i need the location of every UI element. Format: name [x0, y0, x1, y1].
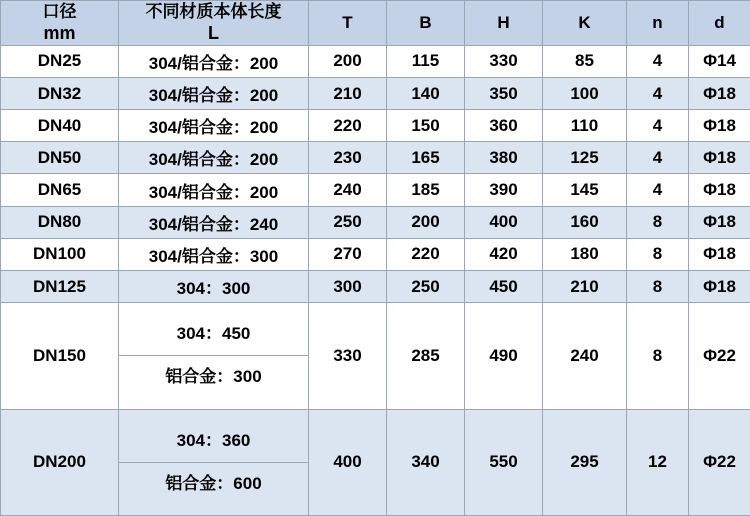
cell-h: 490: [465, 303, 543, 409]
cell-t: 330: [309, 303, 387, 409]
cell-h: 420: [465, 238, 543, 270]
header-line2: L: [208, 23, 219, 44]
table-row: [1, 174, 750, 206]
cell-k: 180: [543, 238, 627, 270]
cell-length: 304/铝合金：300: [119, 238, 309, 270]
cell-length-primary: 304：450: [119, 313, 308, 356]
cell-d: Φ18: [689, 206, 750, 238]
cell-d: Φ14: [689, 45, 750, 77]
table-row: [1, 409, 750, 515]
header-line1: d: [714, 13, 725, 33]
cell-dn: DN25: [1, 45, 119, 77]
cell-t: 200: [309, 45, 387, 77]
cell-length-split: [119, 409, 309, 515]
cell-dn: DN150: [1, 303, 119, 409]
header-cell-b: [387, 1, 465, 46]
cell-d: Φ18: [689, 174, 750, 206]
cell-k: 125: [543, 142, 627, 174]
cell-k: 210: [543, 270, 627, 302]
cell-length-secondary: 铝合金：300: [165, 367, 262, 387]
cell-b: 115: [387, 45, 465, 77]
cell-h: 450: [465, 270, 543, 302]
cell-n: 4: [627, 45, 689, 77]
header-line1: T: [342, 13, 353, 33]
cell-n: 4: [627, 110, 689, 142]
cell-n: 4: [627, 142, 689, 174]
cell-dn: DN100: [1, 238, 119, 270]
cell-b: 250: [387, 270, 465, 302]
cell-h: 350: [465, 77, 543, 109]
cell-h: 380: [465, 142, 543, 174]
table-row: [1, 206, 750, 238]
cell-n: 8: [627, 303, 689, 409]
cell-h: 330: [465, 45, 543, 77]
cell-dn: DN125: [1, 270, 119, 302]
cell-t: 300: [309, 270, 387, 302]
cell-dn: DN50: [1, 142, 119, 174]
cell-t: 230: [309, 142, 387, 174]
table-row: [1, 77, 750, 109]
cell-t: 400: [309, 409, 387, 515]
header-line1: H: [497, 13, 510, 33]
table-row: [1, 270, 750, 302]
cell-length-secondary: 铝合金：600: [165, 473, 262, 493]
header-line1: K: [578, 13, 591, 33]
header-cell-d: [689, 1, 750, 46]
header-line1: 口径: [42, 2, 77, 21]
cell-length: 304：300: [119, 270, 309, 302]
table-row: [1, 303, 750, 409]
cell-length: 304/铝合金：200: [119, 110, 309, 142]
cell-length-primary: 304：360: [119, 420, 308, 463]
cell-length: 304/铝合金：200: [119, 142, 309, 174]
cell-d: Φ22: [689, 409, 750, 515]
cell-n: 8: [627, 206, 689, 238]
header-line1: 不同材质本体长度: [145, 2, 282, 21]
header-cell-t: [309, 1, 387, 46]
cell-length: 304/铝合金：200: [119, 77, 309, 109]
header-cell-k: [543, 1, 627, 46]
cell-d: Φ18: [689, 142, 750, 174]
cell-d: Φ18: [689, 110, 750, 142]
cell-dn: DN200: [1, 409, 119, 515]
cell-b: 220: [387, 238, 465, 270]
table-body: [1, 45, 750, 515]
cell-t: 250: [309, 206, 387, 238]
cell-b: 340: [387, 409, 465, 515]
table-row: [1, 110, 750, 142]
cell-dn: DN32: [1, 77, 119, 109]
cell-h: 360: [465, 110, 543, 142]
cell-length: 304/铝合金：240: [119, 206, 309, 238]
cell-n: 12: [627, 409, 689, 515]
cell-d: Φ22: [689, 303, 750, 409]
cell-d: Φ18: [689, 270, 750, 302]
header-line2: mm: [43, 23, 76, 44]
header-row: [1, 1, 750, 46]
cell-dn: DN40: [1, 110, 119, 142]
cell-b: 165: [387, 142, 465, 174]
header-line1: n: [652, 13, 663, 33]
cell-h: 400: [465, 206, 543, 238]
table-header: [1, 1, 750, 46]
cell-k: 295: [543, 409, 627, 515]
cell-length: 304/铝合金：200: [119, 45, 309, 77]
header-cell-length: [119, 1, 309, 46]
header-cell-h: [465, 1, 543, 46]
cell-dn: DN65: [1, 174, 119, 206]
cell-b: 150: [387, 110, 465, 142]
cell-k: 110: [543, 110, 627, 142]
cell-k: 160: [543, 206, 627, 238]
cell-n: 8: [627, 238, 689, 270]
cell-dn: DN80: [1, 206, 119, 238]
cell-length: 304/铝合金：200: [119, 174, 309, 206]
table-row: [1, 45, 750, 77]
cell-h: 390: [465, 174, 543, 206]
cell-t: 210: [309, 77, 387, 109]
cell-k: 145: [543, 174, 627, 206]
cell-length-split: [119, 303, 309, 409]
table-row: [1, 238, 750, 270]
cell-k: 85: [543, 45, 627, 77]
cell-n: 4: [627, 77, 689, 109]
header-line1: B: [419, 13, 432, 33]
cell-k: 100: [543, 77, 627, 109]
cell-b: 185: [387, 174, 465, 206]
cell-n: 8: [627, 270, 689, 302]
cell-k: 240: [543, 303, 627, 409]
cell-h: 550: [465, 409, 543, 515]
cell-t: 270: [309, 238, 387, 270]
cell-d: Φ18: [689, 238, 750, 270]
cell-d: Φ18: [689, 77, 750, 109]
cell-t: 240: [309, 174, 387, 206]
cell-b: 140: [387, 77, 465, 109]
cell-t: 220: [309, 110, 387, 142]
cell-n: 4: [627, 174, 689, 206]
header-cell-n: [627, 1, 689, 46]
header-cell-diameter: [1, 1, 119, 46]
cell-b: 200: [387, 206, 465, 238]
table-row: [1, 142, 750, 174]
cell-b: 285: [387, 303, 465, 409]
